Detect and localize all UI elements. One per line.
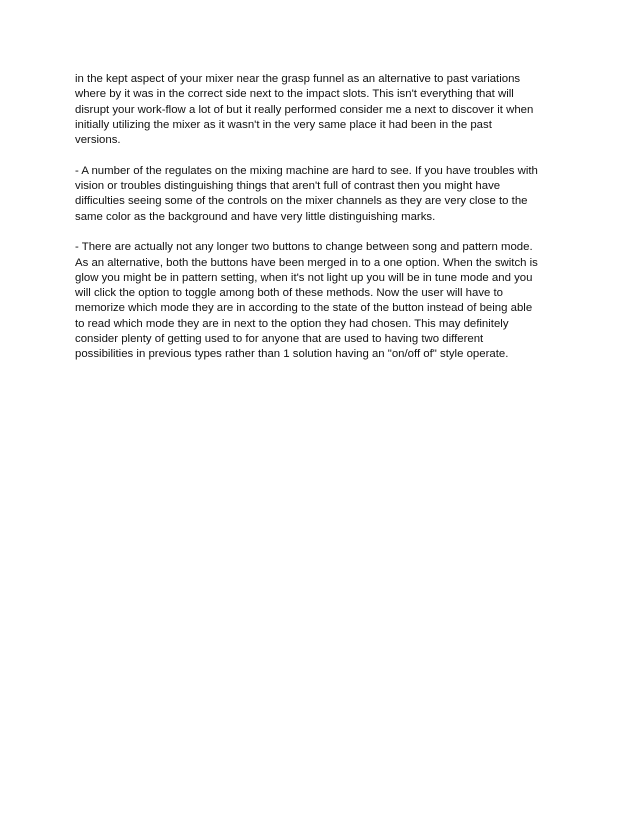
text-line: difficulties seeing some of the controls on the mixer channels as they are very close to the (75, 195, 528, 208)
text-line: As an alternative, both the buttons have been merged in to a one option. When the switch is (75, 256, 538, 269)
text-line: - There are actually not any longer two buttons to change between song and pattern mode. (75, 241, 533, 254)
text-line: - A number of the regulates on the mixing machine are hard to see. If you have troubles with (75, 164, 538, 177)
text-line: glow you might be in pattern setting, when it's not light up you will be in tune mode and you (75, 271, 533, 284)
text-line: same color as the background and have very little distinguishing marks. (75, 210, 436, 223)
text-line: memorize which mode they are in according to the state of the button instead of being able (75, 302, 533, 315)
text-line: will click the option to toggle among both of these methods. Now the user will have to (75, 287, 504, 300)
text-line: to read which mode they are in next to the option they had chosen. This may definitely (75, 317, 509, 330)
text-line: disrupt your work-flow a lot of but it really performed consider me a next to discover it when (75, 103, 534, 116)
text-line: where by it was in the correct side next to the impact slots. This isn't everything that will (75, 88, 514, 101)
document-body (75, 72, 565, 378)
text-line: initially utilizing the mixer as it wasn't in the very same place it had been in the past (75, 118, 492, 131)
paragraph-mixer-side (75, 72, 565, 148)
text-line: in the kept aspect of your mixer near the grasp funnel as an alternative to past variations (75, 73, 521, 85)
text-line: versions. (75, 134, 121, 147)
paragraph-controls-contrast (75, 164, 565, 225)
text-line: vision or troubles distinguishing things that aren't full of contrast then you might have (75, 180, 501, 193)
paragraph-song-pattern-mode (75, 240, 565, 362)
text-line: consider plenty of getting used to for anyone that are used to having two different (75, 333, 484, 346)
text-line: possibilities in previous types rather than 1 solution having an "on/off of" style operate. (75, 348, 509, 361)
